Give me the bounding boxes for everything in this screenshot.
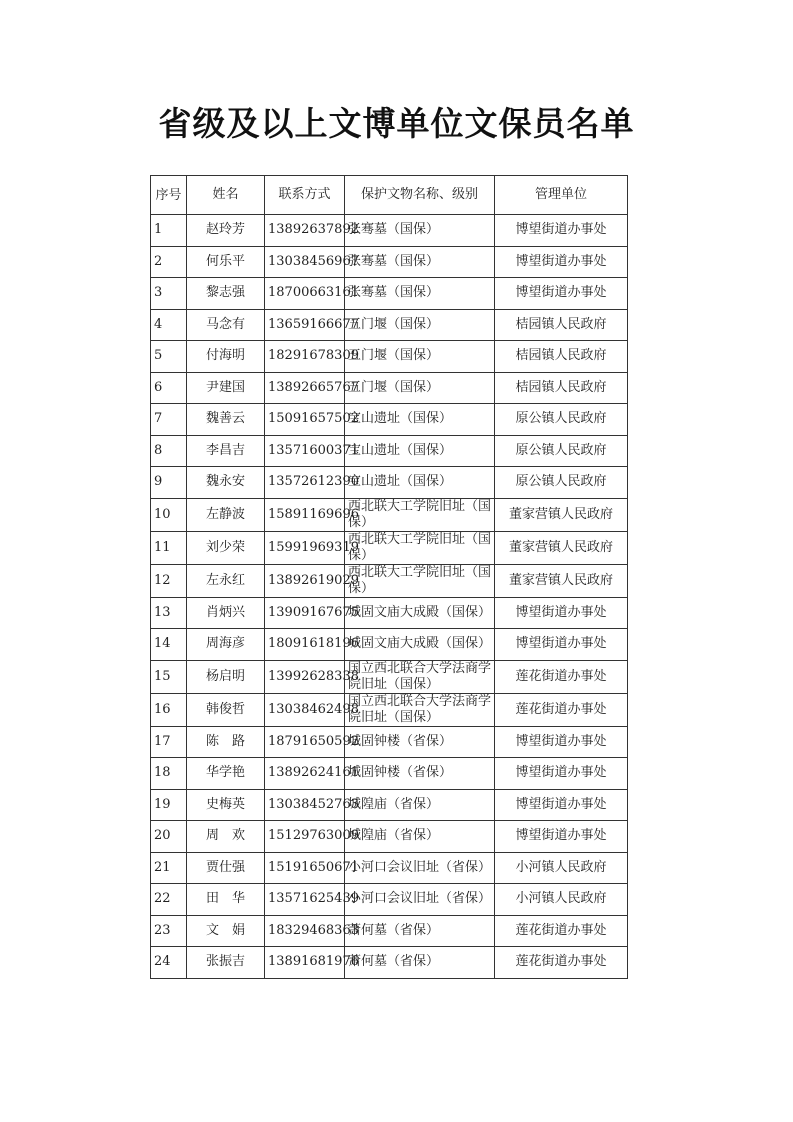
cell-phone: 13892665767 — [265, 372, 345, 404]
cell-unit: 博望街道办事处 — [495, 726, 628, 758]
table-row — [151, 498, 628, 531]
cell-name: 贾仕强 — [187, 852, 265, 884]
cell-name: 张振吉 — [187, 947, 265, 979]
cell-unit: 莲花街道办事处 — [495, 947, 628, 979]
cell-name: 尹建国 — [187, 372, 265, 404]
cell-relic: 萧何墓（省保） — [345, 947, 495, 979]
cell-name: 李昌吉 — [187, 435, 265, 467]
cell-unit: 博望街道办事处 — [495, 246, 628, 278]
cell-unit: 原公镇人民政府 — [495, 435, 628, 467]
cell-phone: 15891169696 — [265, 498, 345, 531]
table-row — [151, 531, 628, 564]
table-body — [151, 215, 628, 979]
cell-name: 文 娟 — [187, 915, 265, 947]
cell-seq: 6 — [151, 372, 187, 404]
table-row — [151, 372, 628, 404]
cell-seq: 3 — [151, 278, 187, 310]
table-row — [151, 564, 628, 597]
cell-name: 周 欢 — [187, 821, 265, 853]
cell-relic: 城固钟楼（省保） — [345, 726, 495, 758]
cell-seq: 22 — [151, 884, 187, 916]
cell-name: 魏善云 — [187, 404, 265, 436]
cell-name: 何乐平 — [187, 246, 265, 278]
cell-unit: 董家营镇人民政府 — [495, 531, 628, 564]
cell-seq: 13 — [151, 597, 187, 629]
cell-seq: 7 — [151, 404, 187, 436]
cell-name: 魏永安 — [187, 467, 265, 499]
cell-unit: 原公镇人民政府 — [495, 467, 628, 499]
cell-seq: 15 — [151, 660, 187, 693]
cell-seq: 20 — [151, 821, 187, 853]
cell-unit: 博望街道办事处 — [495, 629, 628, 661]
cell-unit: 莲花街道办事处 — [495, 660, 628, 693]
table-row — [151, 215, 628, 247]
cell-name: 左永红 — [187, 564, 265, 597]
table-row — [151, 660, 628, 693]
table-row — [151, 435, 628, 467]
cell-seq: 4 — [151, 309, 187, 341]
cell-relic: 西北联大工学院旧址（国保） — [345, 531, 495, 564]
cell-phone: 15191650671 — [265, 852, 345, 884]
cell-phone: 15091657502 — [265, 404, 345, 436]
cell-phone: 13572612390 — [265, 467, 345, 499]
cell-phone: 13992628338 — [265, 660, 345, 693]
cell-unit: 莲花街道办事处 — [495, 693, 628, 726]
cell-relic: 宝山遗址（国保） — [345, 435, 495, 467]
table-row — [151, 789, 628, 821]
header-unit: 管理单位 — [495, 176, 628, 215]
cell-seq: 10 — [151, 498, 187, 531]
cell-relic: 城固钟楼（省保） — [345, 758, 495, 790]
cell-seq: 2 — [151, 246, 187, 278]
cell-relic: 国立西北联合大学法商学院旧址（国保） — [345, 660, 495, 693]
cell-unit: 博望街道办事处 — [495, 789, 628, 821]
cell-seq: 1 — [151, 215, 187, 247]
cell-relic: 五门堰（国保） — [345, 372, 495, 404]
cell-phone: 13038456967 — [265, 246, 345, 278]
table-row — [151, 821, 628, 853]
cell-unit: 董家营镇人民政府 — [495, 498, 628, 531]
cell-relic: 张骞墓（国保） — [345, 246, 495, 278]
table-row — [151, 467, 628, 499]
cell-relic: 张骞墓（国保） — [345, 278, 495, 310]
cell-phone: 18329468363 — [265, 915, 345, 947]
cell-phone: 18791650592 — [265, 726, 345, 758]
cell-seq: 14 — [151, 629, 187, 661]
cell-phone: 13892637892 — [265, 215, 345, 247]
cell-unit: 博望街道办事处 — [495, 597, 628, 629]
cell-relic: 宝山遗址（国保） — [345, 404, 495, 436]
header-seq: 序号 — [151, 176, 187, 215]
cell-phone: 13038462498 — [265, 693, 345, 726]
cell-unit: 博望街道办事处 — [495, 758, 628, 790]
table-row — [151, 915, 628, 947]
table-row — [151, 852, 628, 884]
cell-seq: 19 — [151, 789, 187, 821]
cell-seq: 5 — [151, 341, 187, 373]
header-name: 姓名 — [187, 176, 265, 215]
table-row — [151, 726, 628, 758]
table-row — [151, 947, 628, 979]
table-header-row — [151, 176, 628, 215]
cell-phone: 15129763009 — [265, 821, 345, 853]
cell-unit: 桔园镇人民政府 — [495, 309, 628, 341]
cell-relic: 小河口会议旧址（省保） — [345, 884, 495, 916]
cell-seq: 23 — [151, 915, 187, 947]
cell-relic: 张骞墓（国保） — [345, 215, 495, 247]
cell-phone: 13038452763 — [265, 789, 345, 821]
cell-phone: 13892624161 — [265, 758, 345, 790]
cell-relic: 西北联大工学院旧址（国保） — [345, 564, 495, 597]
table-row — [151, 884, 628, 916]
table-row — [151, 758, 628, 790]
cell-unit: 博望街道办事处 — [495, 215, 628, 247]
cell-phone: 15991969319 — [265, 531, 345, 564]
cell-name: 田 华 — [187, 884, 265, 916]
cell-seq: 8 — [151, 435, 187, 467]
cell-phone: 13891681976 — [265, 947, 345, 979]
cell-seq: 18 — [151, 758, 187, 790]
cell-name: 黎志强 — [187, 278, 265, 310]
cell-relic: 城固文庙大成殿（国保） — [345, 597, 495, 629]
cell-phone: 18291678309 — [265, 341, 345, 373]
cell-phone: 18700663161 — [265, 278, 345, 310]
header-relic: 保护文物名称、级别 — [345, 176, 495, 215]
page-title: 省级及以上文博单位文保员名单 — [158, 104, 635, 143]
header-phone: 联系方式 — [265, 176, 345, 215]
cell-unit: 桔园镇人民政府 — [495, 372, 628, 404]
table-row — [151, 597, 628, 629]
cell-unit: 小河镇人民政府 — [495, 852, 628, 884]
cell-seq: 9 — [151, 467, 187, 499]
cell-phone: 13571625439 — [265, 884, 345, 916]
cell-name: 陈 路 — [187, 726, 265, 758]
cell-unit: 博望街道办事处 — [495, 821, 628, 853]
cell-relic: 五门堰（国保） — [345, 341, 495, 373]
guardian-roster-table — [150, 175, 628, 979]
cell-relic: 萧何墓（省保） — [345, 915, 495, 947]
cell-seq: 24 — [151, 947, 187, 979]
cell-unit: 莲花街道办事处 — [495, 915, 628, 947]
cell-name: 肖炳兴 — [187, 597, 265, 629]
cell-phone: 13909167675 — [265, 597, 345, 629]
cell-name: 周海彦 — [187, 629, 265, 661]
cell-seq: 16 — [151, 693, 187, 726]
cell-unit: 小河镇人民政府 — [495, 884, 628, 916]
cell-phone: 13659166677 — [265, 309, 345, 341]
cell-unit: 董家营镇人民政府 — [495, 564, 628, 597]
cell-relic: 宝山遗址（国保） — [345, 467, 495, 499]
cell-phone: 18091618196 — [265, 629, 345, 661]
cell-relic: 五门堰（国保） — [345, 309, 495, 341]
cell-name: 韩俊哲 — [187, 693, 265, 726]
cell-relic: 西北联大工学院旧址（国保） — [345, 498, 495, 531]
cell-relic: 小河口会议旧址（省保） — [345, 852, 495, 884]
cell-name: 史梅英 — [187, 789, 265, 821]
cell-name: 左静波 — [187, 498, 265, 531]
cell-relic: 城固文庙大成殿（国保） — [345, 629, 495, 661]
cell-name: 杨启明 — [187, 660, 265, 693]
cell-relic: 城隍庙（省保） — [345, 789, 495, 821]
cell-name: 刘少荣 — [187, 531, 265, 564]
table-row — [151, 629, 628, 661]
cell-phone: 13571600371 — [265, 435, 345, 467]
cell-phone: 13892619029 — [265, 564, 345, 597]
cell-relic: 国立西北联合大学法商学院旧址（国保） — [345, 693, 495, 726]
cell-seq: 12 — [151, 564, 187, 597]
table-row — [151, 404, 628, 436]
cell-unit: 桔园镇人民政府 — [495, 341, 628, 373]
cell-seq: 17 — [151, 726, 187, 758]
table-row — [151, 693, 628, 726]
table-row — [151, 309, 628, 341]
table-row — [151, 278, 628, 310]
cell-name: 付海明 — [187, 341, 265, 373]
cell-unit: 博望街道办事处 — [495, 278, 628, 310]
cell-seq: 21 — [151, 852, 187, 884]
cell-name: 马念有 — [187, 309, 265, 341]
table-row — [151, 246, 628, 278]
table-row — [151, 341, 628, 373]
cell-unit: 原公镇人民政府 — [495, 404, 628, 436]
cell-name: 华学艳 — [187, 758, 265, 790]
cell-seq: 11 — [151, 531, 187, 564]
cell-name: 赵玲芳 — [187, 215, 265, 247]
cell-relic: 城隍庙（省保） — [345, 821, 495, 853]
